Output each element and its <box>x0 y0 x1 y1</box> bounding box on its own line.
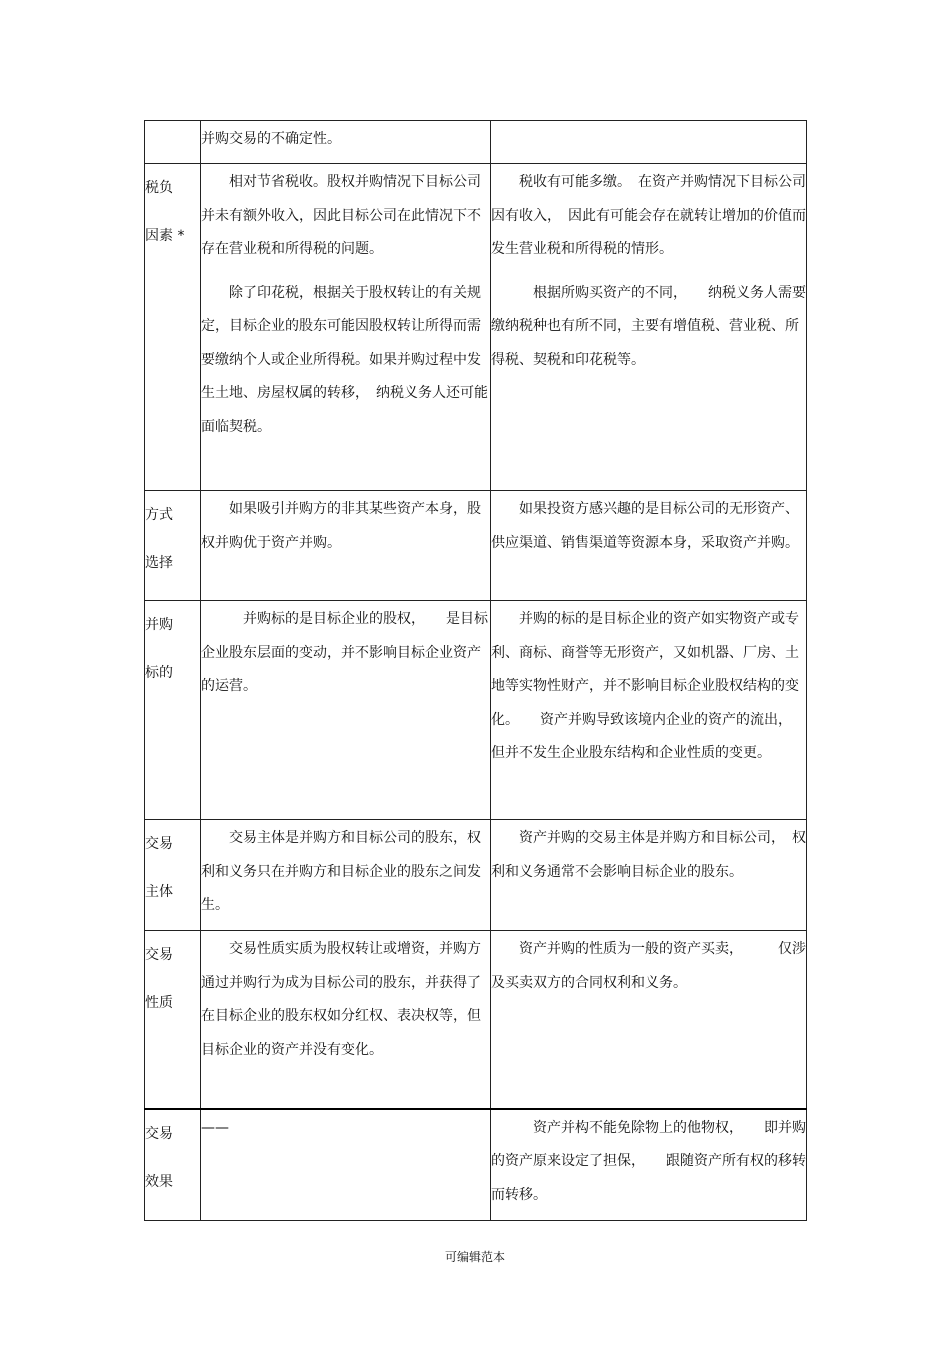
equity-merger-cell <box>201 931 491 1109</box>
equity-merger-paragraph: 相对节省税收。股权并购情况下目标公司并未有额外收入，因此目标公司在此情况下不存在营业税和所得税的问题。 <box>201 174 481 257</box>
equity-merger-paragraph: 交易主体是并购方和目标公司的股东，权利和义务只在并购方和目标企业的股东之间发生。 <box>201 830 481 913</box>
row-label-text: 税负 <box>145 180 173 196</box>
row-label-text: 因素 * <box>145 228 185 244</box>
table-row-parties <box>145 820 807 931</box>
row-label-cell <box>145 164 201 491</box>
row-label-text: 方式 <box>145 507 173 523</box>
equity-merger-paragraph: —— <box>201 1119 229 1136</box>
equity-merger-cell <box>201 601 491 820</box>
equity-merger-paragraph: 如果吸引并购方的非其某些资产本身，股权并购优于资产并购。 <box>201 501 481 551</box>
row-label-text: 交易 <box>145 1125 173 1142</box>
row-label-text: 交易 <box>145 836 173 852</box>
row-label-text: 效果 <box>145 1173 173 1190</box>
equity-merger-cell <box>201 121 491 164</box>
asset-merger-cell <box>491 601 813 820</box>
asset-merger-cell <box>491 121 807 164</box>
row-label-text: 并购 <box>145 617 173 633</box>
asset-merger-paragraph: 税收有可能多缴。 在资产并购情况下目标公司因有收入， 因此有可能会存在就转让增加的价值而发生营业税和所得税的情形。 <box>491 174 806 257</box>
asset-merger-paragraph <box>491 121 806 127</box>
row-label-cell <box>145 601 201 820</box>
asset-merger-cell <box>491 491 807 601</box>
page-footer: 可编辑范本 <box>444 1250 505 1264</box>
equity-merger-cell <box>201 491 491 601</box>
asset-merger-paragraph: 并购的标的是目标企业的资产如实物资产或专利、商标、商誉等无形资产，又如机器、厂房、土地等实物性财产，并不影响目标企业股权结构的变化。 资产并购导致该境内企业的资产的流出， 但并不发生企业股东结构和企业性质的变更。 <box>491 611 813 761</box>
row-label-text: 标的 <box>145 665 173 681</box>
equity-merger-paragraph: 交易性质实质为股权转让或增资，并购方通过并购行为成为目标公司的股东，并获得了在目标企业的股东权如分红权、表决权等，但目标企业的资产并没有变化。 <box>201 941 481 1058</box>
asset-merger-paragraph: 资产并购的交易主体是并购方和目标公司， 权利和义务通常不会影响目标企业的股东。 <box>491 830 806 880</box>
equity-merger-cell <box>201 164 491 491</box>
asset-merger-cell <box>491 820 807 931</box>
table-row-nature <box>145 931 807 1109</box>
table-row-tax-factors <box>145 164 807 491</box>
row-label-text: 性质 <box>145 995 173 1011</box>
asset-merger-paragraph: 资产并购的性质为一般的资产买卖， 仅涉及买卖双方的合同权利和义务。 <box>491 941 806 991</box>
row-label-cell <box>145 931 201 1109</box>
equity-merger-paragraph: 并购标的是目标企业的股权， 是目标企业股东层面的变动，并不影响目标企业资产的运营。 <box>201 611 488 694</box>
merger-comparison-table <box>144 120 813 1221</box>
row-label-cell <box>145 491 201 601</box>
asset-merger-cell <box>491 164 807 491</box>
row-label-cell <box>145 820 201 931</box>
row-label-text: 交易 <box>145 947 173 963</box>
equity-merger-cell <box>201 820 491 931</box>
asset-merger-cell <box>491 1109 807 1221</box>
row-label-cell <box>145 121 201 164</box>
asset-merger-cell <box>491 931 807 1109</box>
table-row-method-choice <box>145 491 807 601</box>
table-row-target <box>145 601 807 820</box>
asset-merger-paragraph: 资产并构不能免除物上的他物权， 即并购的资产原来设定了担保， 跟随资产所有权的移转而转移。 <box>491 1119 806 1203</box>
equity-merger-paragraph: 并购交易的不确定性。 <box>201 131 341 147</box>
table-row-effect <box>145 1109 807 1221</box>
asset-merger-paragraph: 根据所购买资产的不同， 纳税义务人需要缴纳税种也有所不同，主要有增值税、营业税、所得税、契税和印花税等。 <box>491 284 806 368</box>
table-row-uncertainty <box>145 121 807 164</box>
row-label-text: 主体 <box>145 884 173 900</box>
row-label-text: 选择 <box>145 555 173 571</box>
row-label-cell <box>145 1109 201 1221</box>
equity-merger-cell <box>201 1109 491 1221</box>
equity-merger-paragraph: 除了印花税，根据关于股权转让的有关规定，目标企业的股东可能因股权转让所得而需要缴纳个人或企业所得税。如果并购过程中发生土地、房屋权属的转移， 纳税义务人还可能面临契税。 <box>201 284 488 435</box>
asset-merger-paragraph: 如果投资方感兴趣的是目标公司的无形资产、供应渠道、销售渠道等资源本身，采取资产并购。 <box>491 501 799 551</box>
